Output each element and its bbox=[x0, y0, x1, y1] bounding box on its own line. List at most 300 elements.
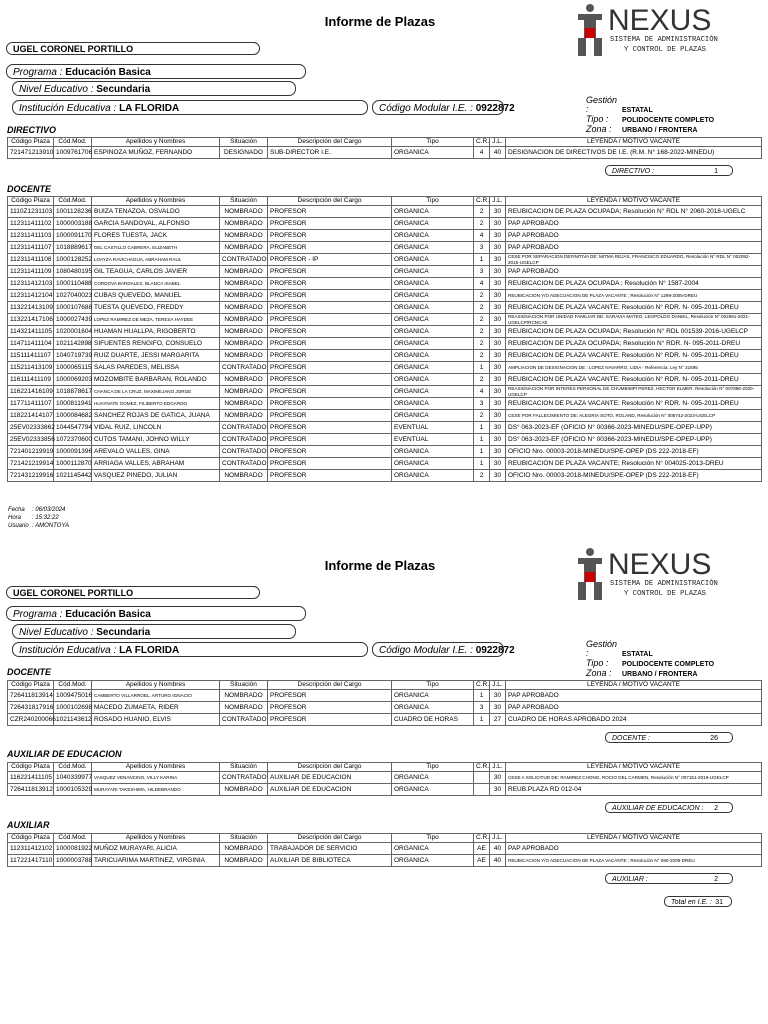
table-row bbox=[8, 338, 762, 350]
cell-situacion: NOMBRADO bbox=[220, 230, 268, 242]
column-header-codigo-plaza: Código Plaza bbox=[8, 834, 54, 843]
cell-jl: 30 bbox=[490, 772, 506, 784]
grand-total-label: Total en I.E. : bbox=[671, 899, 712, 906]
cell-cr: 1 bbox=[474, 362, 490, 374]
column-header-apellidos-nombres: Apellidos y Nombres bbox=[92, 834, 220, 843]
cell-jl: 30 bbox=[490, 338, 506, 350]
cell-cr: AE bbox=[474, 843, 490, 855]
cell-descripcion-cargo: SUB-DIRECTOR I.E. bbox=[268, 147, 392, 159]
cell-cr: 2 bbox=[474, 314, 490, 326]
cell-cod-mod: 1000027439 bbox=[54, 314, 92, 326]
table-row bbox=[8, 206, 762, 218]
cell-cr: 3 bbox=[474, 702, 490, 714]
cell-descripcion-cargo: PROFESOR bbox=[268, 386, 392, 398]
cell-codigo-plaza: 721431219916 bbox=[8, 470, 54, 482]
nexus-figure-logo-icon bbox=[576, 2, 732, 58]
cell-cr bbox=[474, 784, 490, 796]
table-row bbox=[8, 326, 762, 338]
cell-tipo: ORGANICA bbox=[392, 690, 474, 702]
cell-leyenda: REUBICACION DE PLAZA OCUPADA; Resolución N° RDL N° 2060-2018-UGELC bbox=[506, 206, 762, 218]
cell-cod-mod: 1009761706 bbox=[54, 147, 92, 159]
cell-tipo: ORGANICA bbox=[392, 254, 474, 266]
cell-descripcion-cargo: PROFESOR - IP bbox=[268, 254, 392, 266]
column-header-cod-mod: Cód.Mod. bbox=[54, 197, 92, 206]
column-header-cod-mod: Cód.Mod. bbox=[54, 763, 92, 772]
total-directivo bbox=[605, 165, 733, 176]
cell-cod-mod: 1020001604 bbox=[54, 326, 92, 338]
cell-cr: 3 bbox=[474, 398, 490, 410]
cell-tipo: ORGANICA bbox=[392, 338, 474, 350]
cell-codigo-plaza: 721471213910 bbox=[8, 147, 54, 159]
cell-situacion: DESIGNADO bbox=[220, 147, 268, 159]
column-header-leyenda: LEYENDA / MOTIVO VACANTE bbox=[506, 681, 762, 690]
cell-situacion: NOMBRADO bbox=[220, 398, 268, 410]
column-header-codigo-plaza: Código Plaza bbox=[8, 197, 54, 206]
table-header-row bbox=[8, 138, 762, 147]
cell-codigo-plaza: 1110Z1231103 bbox=[8, 206, 54, 218]
cell-apellidos-nombres: MOZOMBITE BARBARAN, ROLANDO bbox=[92, 374, 220, 386]
zona-value: URBANO / FRONTERA bbox=[622, 671, 698, 678]
cell-apellidos-nombres: TUESTA QUEVEDO, FREDDY bbox=[92, 302, 220, 314]
programa-box bbox=[6, 606, 306, 621]
table-row bbox=[8, 422, 762, 434]
cell-leyenda: DS° 063-2023-EF (OFICIO N° 00366-2023-MINEDU/SPE-OPEP-UPP) bbox=[506, 434, 762, 446]
cell-leyenda: REUBICACION DE PLAZA VACANTE; Resolución N° RDR. N- 095-2011-DREU bbox=[506, 302, 762, 314]
cell-cr: 2 bbox=[474, 410, 490, 422]
cell-situacion: CONTRATADO bbox=[220, 362, 268, 374]
table-row bbox=[8, 278, 762, 290]
cell-leyenda: REUBICACION DE PLAZA OCUPADA; Resolución N° RDL 001539-2016-UGELCP bbox=[506, 326, 762, 338]
cell-cod-mod: 1018878617 bbox=[54, 386, 92, 398]
cell-cr: 1 bbox=[474, 714, 490, 726]
table-row bbox=[8, 266, 762, 278]
cell-apellidos-nombres: AREVALO VALLES, GINA bbox=[92, 446, 220, 458]
cell-apellidos-nombres: HUAMAN HUALLPA, RIGOBERTO bbox=[92, 326, 220, 338]
column-header-jl: J.L. bbox=[490, 834, 506, 843]
cell-codigo-plaza: 25EV02333862 bbox=[8, 422, 54, 434]
cell-leyenda: REUBICACION DE PLAZA OCUPADA; Resolución N° RDR. N- 095-2011-DREU bbox=[506, 338, 762, 350]
cell-situacion: NOMBRADO bbox=[220, 350, 268, 362]
cell-situacion: NOMBRADO bbox=[220, 242, 268, 254]
cell-descripcion-cargo: PROFESOR bbox=[268, 714, 392, 726]
cell-codigo-plaza: 726411813912 bbox=[8, 784, 54, 796]
cell-jl: 30 bbox=[490, 290, 506, 302]
zona-label: Zona : bbox=[586, 124, 612, 134]
cell-jl: 30 bbox=[490, 302, 506, 314]
cell-jl: 30 bbox=[490, 206, 506, 218]
table-row bbox=[8, 784, 762, 796]
column-header-descripcion-cargo: Descripción del Cargo bbox=[268, 138, 392, 147]
cell-situacion: CONTRATADO bbox=[220, 254, 268, 266]
cell-jl: 30 bbox=[490, 278, 506, 290]
usuario-label: Usuario bbox=[8, 523, 29, 529]
cell-cod-mod: 1000091170 bbox=[54, 230, 92, 242]
cell-apellidos-nombres: MURAYARI TAKESHIMA, HILDEBRANDO bbox=[92, 784, 220, 796]
cell-cod-mod: 1021142898 bbox=[54, 338, 92, 350]
cell-cr: 4 bbox=[474, 278, 490, 290]
cell-leyenda: CUADRO DE HORAS APROBADO 2024 bbox=[506, 714, 762, 726]
cell-jl: 30 bbox=[490, 314, 506, 326]
column-header-situacion: Situación bbox=[220, 763, 268, 772]
cell-cr: 2 bbox=[474, 338, 490, 350]
column-header-cr: C.R. bbox=[474, 763, 490, 772]
cell-codigo-plaza: 113221417106 bbox=[8, 314, 54, 326]
cell-codigo-plaza: 726431817916 bbox=[8, 702, 54, 714]
cell-descripcion-cargo: PROFESOR bbox=[268, 218, 392, 230]
gestion-label: Gestión : bbox=[586, 639, 618, 658]
logo-line-1: SISTEMA DE ADMINISTRACIÓN bbox=[610, 36, 718, 44]
logo-line-2: Y CONTROL DE PLAZAS bbox=[624, 590, 706, 598]
cell-descripcion-cargo: AUXILIAR DE EDUCACION bbox=[268, 772, 392, 784]
cell-tipo: ORGANICA bbox=[392, 230, 474, 242]
gestion-label: Gestión : bbox=[586, 95, 618, 114]
cell-tipo: EVENTUAL bbox=[392, 422, 474, 434]
cell-situacion: NOMBRADO bbox=[220, 410, 268, 422]
cell-tipo: ORGANICA bbox=[392, 784, 474, 796]
institucion-label: Institución Educativa : bbox=[19, 645, 117, 656]
cell-cr: AE bbox=[474, 855, 490, 867]
cell-leyenda: CESE A SOLICITUD DE: RAMIREZ CHONG, ROCIO DEL CARMEN, Resolución N° 007151-2019-UGELCP bbox=[506, 772, 762, 784]
cell-leyenda: REUBICACION DE PLAZA OCUPADA ; Resolución N° 1587-2004 bbox=[506, 278, 762, 290]
cell-leyenda: PAP APROBADO bbox=[506, 266, 762, 278]
cell-cod-mod: 1000081922 bbox=[54, 843, 92, 855]
cell-jl: 30 bbox=[490, 434, 506, 446]
cell-leyenda: REUBICACION Y/O ADECUACION DE PLAZA VACANTE ; Resolución N° 1299-2005-DREU bbox=[506, 290, 762, 302]
table-auxiliar bbox=[7, 833, 762, 867]
cell-cr: 1 bbox=[474, 422, 490, 434]
cell-apellidos-nombres: VASQUEZ VENANCINO, VILLY KARINA bbox=[92, 772, 220, 784]
section-docente: DOCENTE bbox=[7, 667, 52, 677]
usuario-value: : AMONTOYA bbox=[32, 523, 70, 529]
cell-apellidos-nombres: VIDAL RUIZ, LINCOLN bbox=[92, 422, 220, 434]
column-header-tipo: Tipo bbox=[392, 834, 474, 843]
column-header-apellidos-nombres: Apellidos y Nombres bbox=[92, 681, 220, 690]
cell-leyenda: PAP APROBADO bbox=[506, 218, 762, 230]
table-row bbox=[8, 350, 762, 362]
nivel-box bbox=[12, 624, 296, 639]
column-header-codigo-plaza: Código Plaza bbox=[8, 138, 54, 147]
cell-cod-mod: 1000065115 bbox=[54, 362, 92, 374]
column-header-apellidos-nombres: Apellidos y Nombres bbox=[92, 763, 220, 772]
column-header-descripcion-cargo: Descripción del Cargo bbox=[268, 834, 392, 843]
codigo-box bbox=[372, 100, 515, 115]
cell-tipo: ORGANICA bbox=[392, 458, 474, 470]
cell-cr: 2 bbox=[474, 302, 490, 314]
cell-apellidos-nombres: SANCHEZ ROJAS DE GATICA, JUANA bbox=[92, 410, 220, 422]
cell-codigo-plaza: 112311411102 bbox=[8, 218, 54, 230]
cell-cod-mod: 1009475016 bbox=[54, 690, 92, 702]
cell-tipo: ORGANICA bbox=[392, 147, 474, 159]
total-docente-value: 26 bbox=[710, 735, 718, 742]
cell-descripcion-cargo: PROFESOR bbox=[268, 422, 392, 434]
table-row bbox=[8, 362, 762, 374]
cell-apellidos-nombres: FLORES TUESTA, JACK bbox=[92, 230, 220, 242]
cell-tipo: ORGANICA bbox=[392, 266, 474, 278]
table-header-row bbox=[8, 681, 762, 690]
cell-cod-mod: 1021143612 bbox=[54, 714, 92, 726]
hora-value: : 15:32:22 bbox=[32, 515, 59, 521]
logo-line-2: Y CONTROL DE PLAZAS bbox=[624, 46, 706, 54]
column-header-apellidos-nombres: Apellidos y Nombres bbox=[92, 138, 220, 147]
nivel-box bbox=[12, 81, 296, 96]
cell-cr: 2 bbox=[474, 374, 490, 386]
cell-tipo: ORGANICA bbox=[392, 362, 474, 374]
cell-jl: 40 bbox=[490, 855, 506, 867]
cell-jl: 30 bbox=[490, 218, 506, 230]
cell-tipo: ORGANICA bbox=[392, 290, 474, 302]
cell-descripcion-cargo: PROFESOR bbox=[268, 470, 392, 482]
cell-codigo-plaza: 25EV02333856 bbox=[8, 434, 54, 446]
cell-apellidos-nombres: LOPEZ RAMIREZ DE MEZA, TERESA HAYDEE bbox=[92, 314, 220, 326]
cell-apellidos-nombres: CAMBERTO VILLARROEL, ARTURO IGNACIO bbox=[92, 690, 220, 702]
cell-descripcion-cargo: PROFESOR bbox=[268, 434, 392, 446]
cell-descripcion-cargo: PROFESOR bbox=[268, 302, 392, 314]
codigo-label: Código Modular I.E. : bbox=[379, 103, 473, 114]
institucion-value: LA FLORIDA bbox=[119, 103, 180, 114]
column-header-codigo-plaza: Código Plaza bbox=[8, 681, 54, 690]
table-row bbox=[8, 398, 762, 410]
column-header-codigo-plaza: Código Plaza bbox=[8, 763, 54, 772]
nivel-label: Nivel Educativo : bbox=[19, 84, 94, 95]
column-header-cod-mod: Cód.Mod. bbox=[54, 834, 92, 843]
column-header-jl: J.L. bbox=[490, 681, 506, 690]
cell-descripcion-cargo: PROFESOR bbox=[268, 206, 392, 218]
cell-leyenda: REUB.PLAZA RD 012-04 bbox=[506, 784, 762, 796]
codigo-label: Código Modular I.E. : bbox=[379, 645, 473, 656]
cell-apellidos-nombres: SIFUENTES RENGIFO, CONSUELO bbox=[92, 338, 220, 350]
cell-codigo-plaza: 112311412104 bbox=[8, 290, 54, 302]
column-header-descripcion-cargo: Descripción del Cargo bbox=[268, 197, 392, 206]
print-info bbox=[8, 506, 69, 530]
cell-descripcion-cargo: PROFESOR bbox=[268, 458, 392, 470]
tipo-value: POLIDOCENTE COMPLETO bbox=[622, 661, 715, 668]
cell-codigo-plaza: 721421219914 bbox=[8, 458, 54, 470]
column-header-situacion: Situación bbox=[220, 197, 268, 206]
cell-codigo-plaza: 117221417110 bbox=[8, 855, 54, 867]
column-header-leyenda: LEYENDA / MOTIVO VACANTE bbox=[506, 138, 762, 147]
cell-situacion: NOMBRADO bbox=[220, 843, 268, 855]
cell-codigo-plaza: 116221416109 bbox=[8, 386, 54, 398]
codigo-box bbox=[372, 642, 515, 657]
nexus-logo bbox=[576, 546, 732, 602]
cell-situacion: CONTRATADO bbox=[220, 434, 268, 446]
cell-jl: 30 bbox=[490, 362, 506, 374]
table-row bbox=[8, 386, 762, 398]
table-header-row bbox=[8, 834, 762, 843]
table-row bbox=[8, 772, 762, 784]
column-header-descripcion-cargo: Descripción del Cargo bbox=[268, 763, 392, 772]
cell-cr: 4 bbox=[474, 147, 490, 159]
cell-jl: 30 bbox=[490, 458, 506, 470]
report-title: Informe de Plazas bbox=[324, 14, 436, 29]
total-directivo-label: DIRECTIVO : bbox=[612, 168, 655, 175]
cell-apellidos-nombres: GIL TEAGUA, CARLOS JAVIER bbox=[92, 266, 220, 278]
cell-jl: 30 bbox=[490, 446, 506, 458]
cell-apellidos-nombres: CORDOVA BARDALES, BLANCA ISABEL bbox=[92, 278, 220, 290]
cell-descripcion-cargo: PROFESOR bbox=[268, 230, 392, 242]
cell-situacion: NOMBRADO bbox=[220, 314, 268, 326]
report-title: Informe de Plazas bbox=[324, 558, 436, 573]
cell-codigo-plaza: 115111411107 bbox=[8, 350, 54, 362]
cell-cr: 2 bbox=[474, 206, 490, 218]
cell-situacion: NOMBRADO bbox=[220, 338, 268, 350]
column-header-tipo: Tipo bbox=[392, 138, 474, 147]
cell-codigo-plaza: 726411813914 bbox=[8, 690, 54, 702]
cell-tipo: ORGANICA bbox=[392, 410, 474, 422]
cell-tipo: ORGANICA bbox=[392, 374, 474, 386]
programa-label: Programa : bbox=[13, 67, 63, 78]
cell-tipo: ORGANICA bbox=[392, 386, 474, 398]
cell-jl: 30 bbox=[490, 702, 506, 714]
fecha-label: Fecha bbox=[8, 507, 25, 513]
institucion-value: LA FLORIDA bbox=[119, 645, 180, 656]
cell-situacion: CONTRATADO bbox=[220, 714, 268, 726]
cell-apellidos-nombres: DEL CASTILLO CABRERA, ELIZABETH bbox=[92, 242, 220, 254]
hora-label: Hora bbox=[8, 515, 22, 521]
cell-tipo: ORGANICA bbox=[392, 702, 474, 714]
cell-situacion: CONTRATADO bbox=[220, 422, 268, 434]
codigo-value: 0922872 bbox=[475, 645, 515, 656]
nexus-logo bbox=[576, 2, 732, 58]
table-header-row bbox=[8, 197, 762, 206]
total-auxiliar bbox=[605, 873, 733, 884]
cell-apellidos-nombres: CUTOS TAMANI, JOHNO WILLY bbox=[92, 434, 220, 446]
cell-jl: 30 bbox=[490, 386, 506, 398]
cell-codigo-plaza: 113221413109 bbox=[8, 302, 54, 314]
cell-descripcion-cargo: PROFESOR bbox=[268, 326, 392, 338]
cell-leyenda: REUBICACION DE PLAZA VACANTE; Resolución N° RDR. N- 095-2011-DREU bbox=[506, 398, 762, 410]
cell-cod-mod: 1072370600 bbox=[54, 434, 92, 446]
cell-cod-mod: 1021145442 bbox=[54, 470, 92, 482]
column-header-leyenda: LEYENDA / MOTIVO VACANTE bbox=[506, 197, 762, 206]
cell-apellidos-nombres: BUIZA TENAZOA, OSVALDO bbox=[92, 206, 220, 218]
cell-leyenda: CESE POR SEPARACION DEFINITIVA DE: MITMA REJAS, FRANCISCO EDUARDO, Resolución N° RDL N° 002052-2015-UGELCP bbox=[506, 254, 762, 266]
cell-cod-mod: 1018889617 bbox=[54, 242, 92, 254]
total-docente bbox=[605, 732, 733, 743]
cell-situacion: NOMBRADO bbox=[220, 702, 268, 714]
section-auxiliar-educacion: AUXILIAR DE EDUCACION bbox=[7, 749, 122, 759]
cell-codigo-plaza: CZR240200066 bbox=[8, 714, 54, 726]
cell-descripcion-cargo: PROFESOR bbox=[268, 314, 392, 326]
cell-situacion: NOMBRADO bbox=[220, 302, 268, 314]
cell-cr: 4 bbox=[474, 386, 490, 398]
nivel-label: Nivel Educativo : bbox=[19, 627, 94, 638]
ugel-box bbox=[6, 42, 260, 55]
cell-leyenda: OFICIO Nro. 00003-2018-MINEDU/SPE-OPEP (DS 222-2018-EF) bbox=[506, 446, 762, 458]
cell-apellidos-nombres: ARRIAGA VALLES, ABRAHAM bbox=[92, 458, 220, 470]
cell-situacion: NOMBRADO bbox=[220, 690, 268, 702]
cell-cr bbox=[474, 772, 490, 784]
cell-cr: 2 bbox=[474, 218, 490, 230]
cell-jl: 30 bbox=[490, 242, 506, 254]
cell-jl: 30 bbox=[490, 326, 506, 338]
table-row bbox=[8, 714, 762, 726]
column-header-situacion: Situación bbox=[220, 138, 268, 147]
table-row bbox=[8, 470, 762, 482]
table-row bbox=[8, 254, 762, 266]
zona-value: URBANO / FRONTERA bbox=[622, 127, 698, 134]
cell-descripcion-cargo: PROFESOR bbox=[268, 362, 392, 374]
cell-cod-mod: 1000102698 bbox=[54, 702, 92, 714]
cell-codigo-plaza: 116111411109 bbox=[8, 374, 54, 386]
column-header-apellidos-nombres: Apellidos y Nombres bbox=[92, 197, 220, 206]
programa-label: Programa : bbox=[13, 609, 63, 620]
section-auxiliar: AUXILIAR bbox=[7, 820, 50, 830]
total-auxiliar-value: 2 bbox=[714, 876, 718, 883]
fecha-value: : 06/03/2024 bbox=[32, 507, 66, 513]
logo-name: NEXUS bbox=[608, 4, 712, 37]
cell-descripcion-cargo: PROFESOR bbox=[268, 690, 392, 702]
table-row bbox=[8, 434, 762, 446]
cell-descripcion-cargo: AUXILIAR DE BIBLIOTECA bbox=[268, 855, 392, 867]
cell-cod-mod: 1000811941 bbox=[54, 398, 92, 410]
cell-jl: 30 bbox=[490, 422, 506, 434]
cell-cr: 1 bbox=[474, 458, 490, 470]
institucion-box bbox=[12, 100, 368, 115]
cell-apellidos-nombres: ESPINOZA MUÑOZ, FERNANDO bbox=[92, 147, 220, 159]
table-row bbox=[8, 410, 762, 422]
cell-leyenda: REUBICACION DE PLAZA VACANTE; Resolución N° RDR. N- 095-2011-DREU bbox=[506, 350, 762, 362]
cell-cod-mod: 1001128236 bbox=[54, 206, 92, 218]
cell-leyenda: REASIGNACION POR INTERES PERSONAL DE CHUMBIMPI PEREZ, HECTOR ELMER, Resolución N° 007896-2020-UGELCP bbox=[506, 386, 762, 398]
cell-situacion: CONTRATADO bbox=[220, 446, 268, 458]
cell-cr: 3 bbox=[474, 242, 490, 254]
cell-apellidos-nombres: ROSADO HUANIO, ELVIS bbox=[92, 714, 220, 726]
cell-situacion: NOMBRADO bbox=[220, 374, 268, 386]
cell-leyenda: REUBICACION DE PLAZA VACANTE; Resolución N° RDR. N- 095-2011-DREU bbox=[506, 374, 762, 386]
cell-apellidos-nombres: HUAYNATE GOMEZ, FILIBERTO EDGARDO bbox=[92, 398, 220, 410]
institucion-label: Institución Educativa : bbox=[19, 103, 117, 114]
cell-cod-mod: 1000003188 bbox=[54, 218, 92, 230]
table-row bbox=[8, 314, 762, 326]
column-header-cr: C.R. bbox=[474, 834, 490, 843]
cell-tipo: ORGANICA bbox=[392, 470, 474, 482]
cell-cr: 3 bbox=[474, 266, 490, 278]
total-directivo-value: 1 bbox=[714, 168, 718, 175]
cell-cod-mod: 1040339977 bbox=[54, 772, 92, 784]
column-header-tipo: Tipo bbox=[392, 197, 474, 206]
cell-tipo: ORGANICA bbox=[392, 326, 474, 338]
cell-descripcion-cargo: PROFESOR bbox=[268, 242, 392, 254]
cell-descripcion-cargo: PROFESOR bbox=[268, 374, 392, 386]
table-row bbox=[8, 702, 762, 714]
cell-tipo: ORGANICA bbox=[392, 772, 474, 784]
tipo-value: POLIDOCENTE COMPLETO bbox=[622, 117, 715, 124]
cell-jl: 30 bbox=[490, 398, 506, 410]
cell-tipo: ORGANICA bbox=[392, 302, 474, 314]
cell-cr: 4 bbox=[474, 230, 490, 242]
cell-situacion: NOMBRADO bbox=[220, 290, 268, 302]
cell-codigo-plaza: 112311411109 bbox=[8, 266, 54, 278]
cell-cod-mod: 1044547794 bbox=[54, 422, 92, 434]
cell-situacion: NOMBRADO bbox=[220, 470, 268, 482]
cell-codigo-plaza: 114321411105 bbox=[8, 326, 54, 338]
cell-cod-mod: 1027040023 bbox=[54, 290, 92, 302]
cell-situacion: NOMBRADO bbox=[220, 326, 268, 338]
cell-leyenda: DS° 063-2023-EF (OFICIO N° 00366-2023-MINEDU/SPE-OPEP-UPP) bbox=[506, 422, 762, 434]
cell-situacion: CONTRATADO bbox=[220, 458, 268, 470]
gestion-value: ESTATAL bbox=[622, 651, 653, 658]
cell-leyenda: CESE POR FALLECIMIENTO DE: ALEGRIA SOTO, ROLAND, Resolución N° 005742-2023-UGELCP bbox=[506, 410, 762, 422]
cell-apellidos-nombres: CHANCA DE LA CRUZ, MAXIMILIANO JORGE bbox=[92, 386, 220, 398]
cell-jl: 30 bbox=[490, 266, 506, 278]
table-row bbox=[8, 843, 762, 855]
column-header-situacion: Situación bbox=[220, 681, 268, 690]
cell-leyenda: PAP APROBADO bbox=[506, 690, 762, 702]
ugel-name: UGEL CORONEL PORTILLO bbox=[13, 44, 134, 54]
column-header-cr: C.R. bbox=[474, 197, 490, 206]
column-header-tipo: Tipo bbox=[392, 763, 474, 772]
